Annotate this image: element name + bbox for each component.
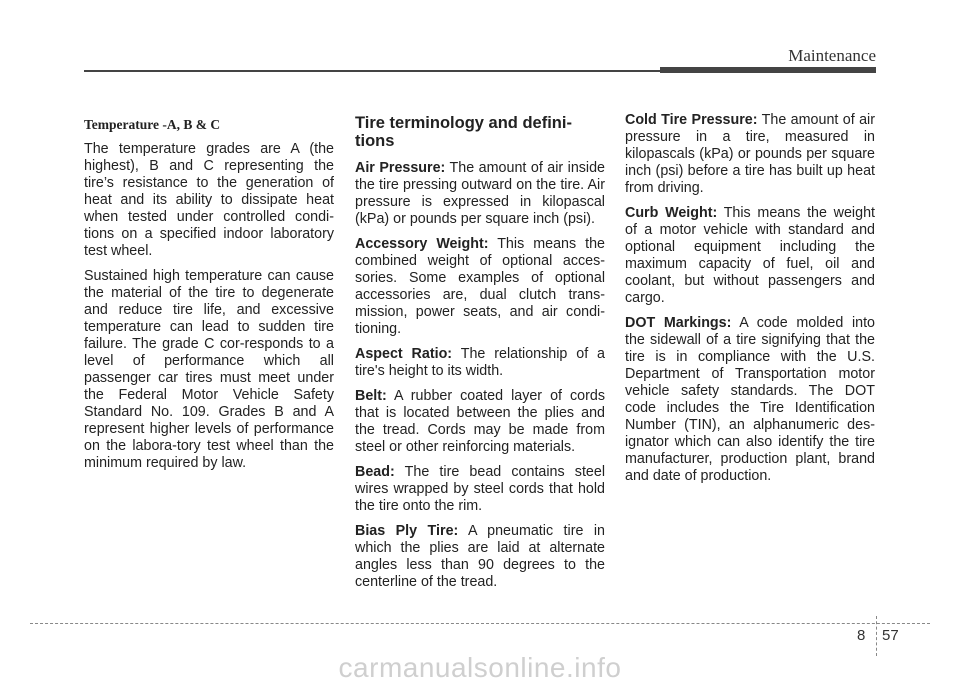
term-label: Bead: bbox=[355, 464, 395, 480]
definition-cold-tire-pressure bbox=[625, 112, 875, 197]
definition-accessory-weight bbox=[355, 236, 605, 338]
term-text: A rubber coated layer of cords that is located between the plies and the tread. Cords may be made from steel or other reinforcing materials. bbox=[355, 388, 605, 455]
column-temperature bbox=[84, 116, 334, 480]
column-terminology bbox=[355, 114, 605, 599]
term-text: The amount of air inside the tire pressing outward on the tire. Air pressure is expressed in kilopascal (kPa) or pounds per square inch (psi). bbox=[355, 160, 606, 227]
header-rule-thick bbox=[660, 67, 876, 73]
term-label: Accessory Weight: bbox=[355, 236, 489, 252]
page-number: 57 bbox=[882, 627, 899, 644]
term-text: This means the combined weight of optional acces-sories. Some examples of optional accessories are, dual clutch trans-mission, power seats, and air condi-tioning. bbox=[355, 236, 605, 337]
chapter-number: 8 bbox=[857, 627, 866, 644]
term-text: The tire bead contains steel wires wrapped by steel cords that hold the tire onto the rim. bbox=[355, 464, 605, 514]
definition-aspect-ratio bbox=[355, 346, 605, 380]
footer-rule bbox=[30, 623, 930, 624]
term-label: DOT Markings: bbox=[625, 315, 732, 331]
term-label: Bias Ply Tire: bbox=[355, 523, 459, 539]
term-label: Air Pressure: bbox=[355, 160, 446, 176]
term-label: Cold Tire Pressure: bbox=[625, 112, 758, 128]
definition-belt bbox=[355, 388, 605, 456]
term-label: Belt: bbox=[355, 388, 387, 404]
definition-curb-weight bbox=[625, 205, 875, 307]
header-rule-thin bbox=[84, 70, 662, 72]
term-text: The relationship of a tire's height to its width. bbox=[355, 346, 605, 379]
term-label: Curb Weight: bbox=[625, 205, 718, 221]
term-text: A code molded into the sidewall of a tire signifying that the tire is in compliance with the U.S. Department of Transportation motor vehicle safety standards. The DOT code includes the Tire Identification Number (TIN), an alphanumeric des-ignator which can also identify the tire manufacturer, production plant, brand and date of production. bbox=[625, 315, 875, 484]
definition-bead bbox=[355, 464, 605, 515]
term-label: Aspect Ratio: bbox=[355, 346, 453, 362]
watermark: carmanualsonline.info bbox=[338, 652, 622, 683]
temperature-paragraph-2: Sustained high temperature can cause the material of the tire to degenerate and reduce tire life, and excessive temperature can lead to sudden tire failure. The grade C cor-responds to a level of performance which all passenger car tires must meet under the Federal Motor Vehicle Safety Standard No. 109. Grades B and A represent higher levels of performance on the labora-tory test wheel than the minimum required by law. bbox=[84, 268, 334, 471]
definition-air-pressure bbox=[355, 160, 605, 228]
definition-dot-markings bbox=[625, 315, 875, 485]
definition-bias-ply-tire bbox=[355, 523, 605, 591]
term-text: This means the weight of a motor vehicle with standard and optional equipment including the maximum capacity of fuel, oil and coolant, but without passengers and cargo. bbox=[625, 205, 875, 306]
column-terminology-continued bbox=[625, 112, 875, 493]
section-title: Tire terminology and defini-tions bbox=[355, 114, 572, 150]
temperature-paragraph-1: The temperature grades are A (the highest), B and C representing the tire’s resistance to the generation of heat and its ability to dissipate heat when tested under controlled condi-tions on a specified indoor laboratory test wheel. bbox=[84, 141, 334, 259]
header-title: Maintenance bbox=[788, 46, 876, 65]
term-text: The amount of air pressure in a tire, measured in kilopascals (kPa) or pounds per square inch (psi) before a tire has built up heat from driving. bbox=[625, 112, 875, 196]
temperature-subheading: Temperature -A, B & C bbox=[84, 117, 221, 132]
term-text: A pneumatic tire in which the plies are laid at alternate angles less than 90 degrees to the centerline of the tread. bbox=[355, 523, 605, 590]
page-number-divider bbox=[876, 616, 877, 656]
